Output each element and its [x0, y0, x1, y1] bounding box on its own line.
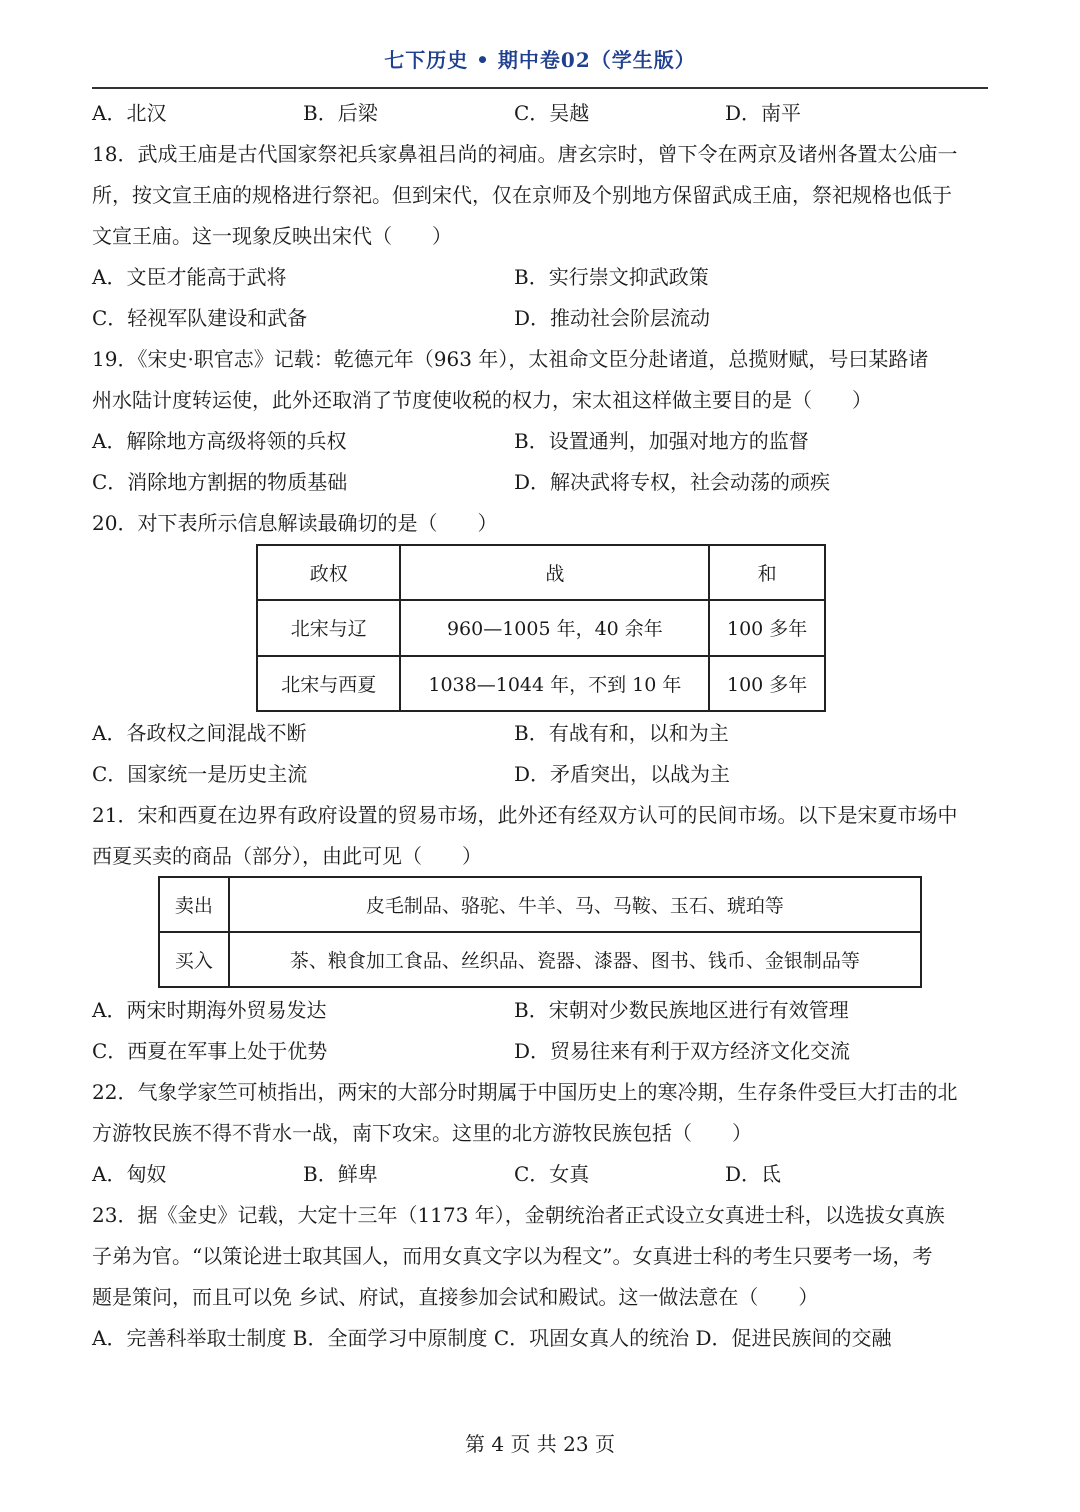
- table-row: [159, 877, 921, 932]
- q17-option-b: B．后梁: [303, 101, 378, 125]
- q21-option-c: C．西夏在军事上处于优势: [92, 1039, 328, 1063]
- q23-stem-line-1: 23．据《金史》记载，大定十三年（1173 年），金朝统治者正式设立女真进士科，以选拔女真族: [92, 1203, 945, 1227]
- q20-option-b: B．有战有和，以和为主: [514, 721, 729, 745]
- q22-option-c: C．女真: [514, 1162, 590, 1186]
- q21-option-b: B．宋朝对少数民族地区进行有效管理: [514, 998, 849, 1022]
- table-row: [257, 545, 825, 600]
- q23-options: A．完善科举取士制度 B．全面学习中原制度 C．巩固女真人的统治 D．促进民族间的交融: [92, 1326, 892, 1350]
- q21-option-d: D．贸易往来有利于双方经济文化交流: [514, 1039, 851, 1063]
- q20-option-d: D．矛盾突出，以战为主: [514, 762, 731, 786]
- table-header-cell: 和: [709, 545, 825, 600]
- q18-stem-line-2: 所，按文宣王庙的规格进行祭祀。但到宋代，仅在京师及个别地方保留武成王庙，祭祀规格也低于: [92, 183, 952, 207]
- q19-stem-line-1: 19．《宋史·职官志》记载：乾德元年（963 年），太祖命文臣分赴诸道，总揽财赋，号曰某路诸: [92, 347, 929, 371]
- table-row: [159, 932, 921, 987]
- q22-option-d: D．氐: [725, 1162, 782, 1186]
- table-cell: 北宋与西夏: [257, 656, 400, 711]
- q18-stem-line-1: 18．武成王庙是古代国家祭祀兵家鼻祖吕尚的祠庙。唐玄宗时，曾下令在两京及诸州各置太公庙一: [92, 142, 958, 166]
- q21-table: [158, 876, 922, 988]
- q22-stem-line-2: 方游牧民族不得不背水一战，南下攻宋。这里的北方游牧民族包括（ ）: [92, 1121, 752, 1145]
- q18-option-d: D．推动社会阶层流动: [514, 306, 711, 330]
- table-cell: 100 多年: [709, 600, 825, 655]
- table-row: [257, 656, 825, 711]
- q22-option-b: B．鲜卑: [303, 1162, 378, 1186]
- table-cell: 100 多年: [709, 656, 825, 711]
- table-header-cell: 战: [400, 545, 709, 600]
- q17-option-c: C．吴越: [514, 101, 590, 125]
- q18-option-c: C．轻视军队建设和武备: [92, 306, 308, 330]
- table-header-cell: 政权: [257, 545, 400, 600]
- q20-table: [256, 544, 826, 712]
- table-cell: 买入: [159, 932, 229, 987]
- page-header-title: 七下历史 • 期中卷02（学生版）: [384, 48, 696, 72]
- q21-stem-line-2: 西夏买卖的商品（部分），由此可见（ ）: [92, 844, 482, 868]
- q20-option-a: A．各政权之间混战不断: [92, 721, 307, 745]
- q18-option-a: A．文臣才能高于武将: [92, 265, 287, 289]
- table-cell: 皮毛制品、骆驼、牛羊、马、马鞍、玉石、琥珀等: [229, 877, 921, 932]
- table-cell: 960—1005 年，40 余年: [400, 600, 709, 655]
- table-row: [257, 600, 825, 655]
- q19-option-d: D．解决武将专权，社会动荡的顽疾: [514, 470, 831, 494]
- q20-option-c: C．国家统一是历史主流: [92, 762, 308, 786]
- table-cell: 1038—1044 年，不到 10 年: [400, 656, 709, 711]
- table-cell: 北宋与辽: [257, 600, 400, 655]
- q22-stem-line-1: 22．气象学家竺可桢指出，两宋的大部分时期属于中国历史上的寒冷期，生存条件受巨大打击的北: [92, 1080, 958, 1104]
- q19-option-c: C．消除地方割据的物质基础: [92, 470, 348, 494]
- q19-option-b: B．设置通判，加强对地方的监督: [514, 429, 809, 453]
- q21-option-a: A．两宋时期海外贸易发达: [92, 998, 327, 1022]
- q21-stem-line-1: 21．宋和西夏在边界有政府设置的贸易市场，此外还有经双方认可的民间市场。以下是宋夏市场中: [92, 803, 958, 827]
- header-divider: [92, 87, 988, 89]
- q19-stem-line-2: 州水陆计度转运使，此外还取消了节度使收税的权力，宋太祖这样做主要目的是（ ）: [92, 388, 872, 412]
- table-cell: 卖出: [159, 877, 229, 932]
- q18-option-b: B．实行崇文抑武政策: [514, 265, 709, 289]
- q17-option-a: A．北汉: [92, 101, 167, 125]
- q20-stem-line-1: 20．对下表所示信息解读最确切的是（ ）: [92, 511, 498, 535]
- q22-option-a: A．匈奴: [92, 1162, 167, 1186]
- page-number: 第 4 页 共 23 页: [465, 1432, 615, 1456]
- q19-option-a: A．解除地方高级将领的兵权: [92, 429, 347, 453]
- q17-option-d: D．南平: [725, 101, 802, 125]
- q23-stem-line-3: 题是策问，而且可以免 乡试、府试，直接参加会试和殿试。这一做法意在（ ）: [92, 1285, 819, 1309]
- q23-stem-line-2: 子弟为官。“以策论进士取其国人，而用女真文字以为程文”。女真进士科的考生只要考一场，考: [92, 1244, 933, 1268]
- table-cell: 茶、粮食加工食品、丝织品、瓷器、漆器、图书、钱币、金银制品等: [229, 932, 921, 987]
- q18-stem-line-3: 文宣王庙。这一现象反映出宋代（ ）: [92, 224, 452, 248]
